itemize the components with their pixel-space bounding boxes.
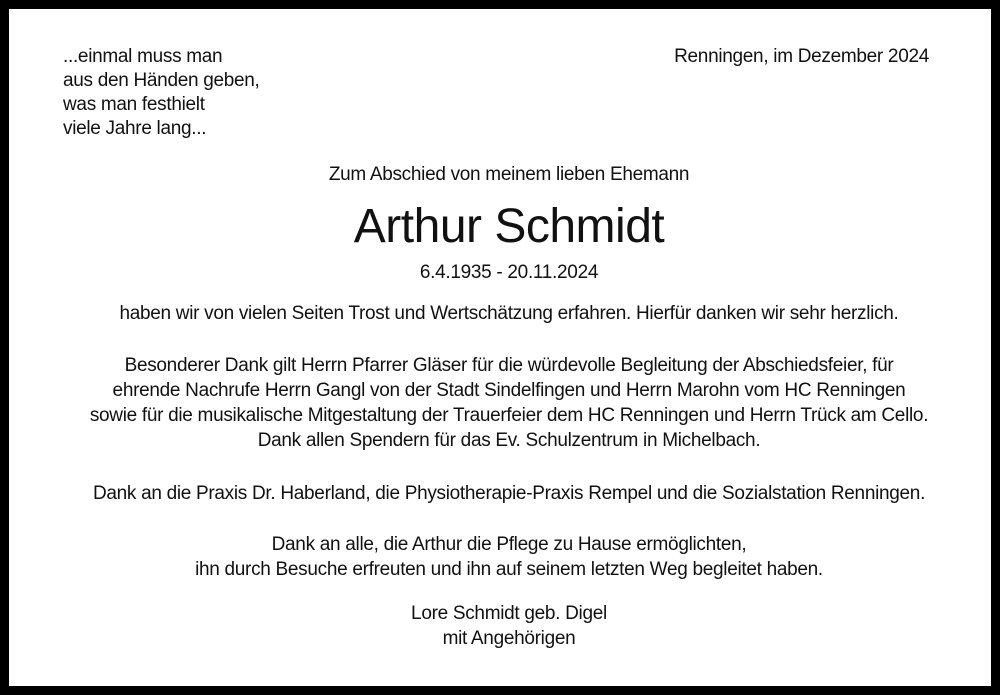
poem-line: aus den Händen geben, xyxy=(63,70,260,91)
paragraph-line: ihn durch Besuche erfreuten und ihn auf seinem letzten Weg begleitet haben. xyxy=(195,559,823,580)
paragraph-line: Dank an die Praxis Dr. Haberland, die Physiotherapie-Praxis Rempel und die Sozialstation Renningen. xyxy=(92,483,926,504)
thanks-paragraph-2 xyxy=(9,353,1000,453)
place-date: Renningen, im Dezember 2024 xyxy=(674,46,929,67)
thanks-paragraph-4 xyxy=(9,532,1000,582)
paragraph-line: sowie für die musikalische Mitgestaltung der Trauerfeier dem HC Renningen und Herrn Trück am Cello. xyxy=(89,405,929,426)
deceased-name: Arthur Schmidt xyxy=(353,200,665,253)
poem-line: viele Jahre lang... xyxy=(63,118,207,139)
paragraph-line: Besonderer Dank gilt Herrn Pfarrer Gläser für die würdevolle Begleitung der Abschiedsfeier, für xyxy=(124,355,894,376)
thanks-paragraph-1 xyxy=(9,301,1000,326)
signature-line: Lore Schmidt geb. Digel xyxy=(411,603,607,624)
paragraph-line: Dank an alle, die Arthur die Pflege zu Hause ermöglichten, xyxy=(271,534,747,555)
poem-line: was man festhielt xyxy=(63,94,205,115)
paragraph-line: haben wir von vielen Seiten Trost und Wertschätzung erfahren. Hierfür danken wir sehr herzlich. xyxy=(119,303,899,324)
signature-line: mit Angehörigen xyxy=(442,628,576,649)
paragraph-line: Dank allen Spendern für das Ev. Schulzentrum in Michelbach. xyxy=(257,430,761,451)
signature xyxy=(9,601,1000,651)
intro-text: Zum Abschied von meinem lieben Ehemann xyxy=(328,164,690,185)
poem-line: ...einmal muss man xyxy=(63,46,223,67)
life-dates: 6.4.1935 - 20.11.2024 xyxy=(419,262,599,283)
poem xyxy=(63,45,260,141)
thanks-paragraph-3 xyxy=(9,481,1000,506)
paragraph-line: ehrende Nachrufe Herrn Gangl von der Stadt Sindelfingen und Herrn Marohn vom HC Renningen xyxy=(112,380,906,401)
